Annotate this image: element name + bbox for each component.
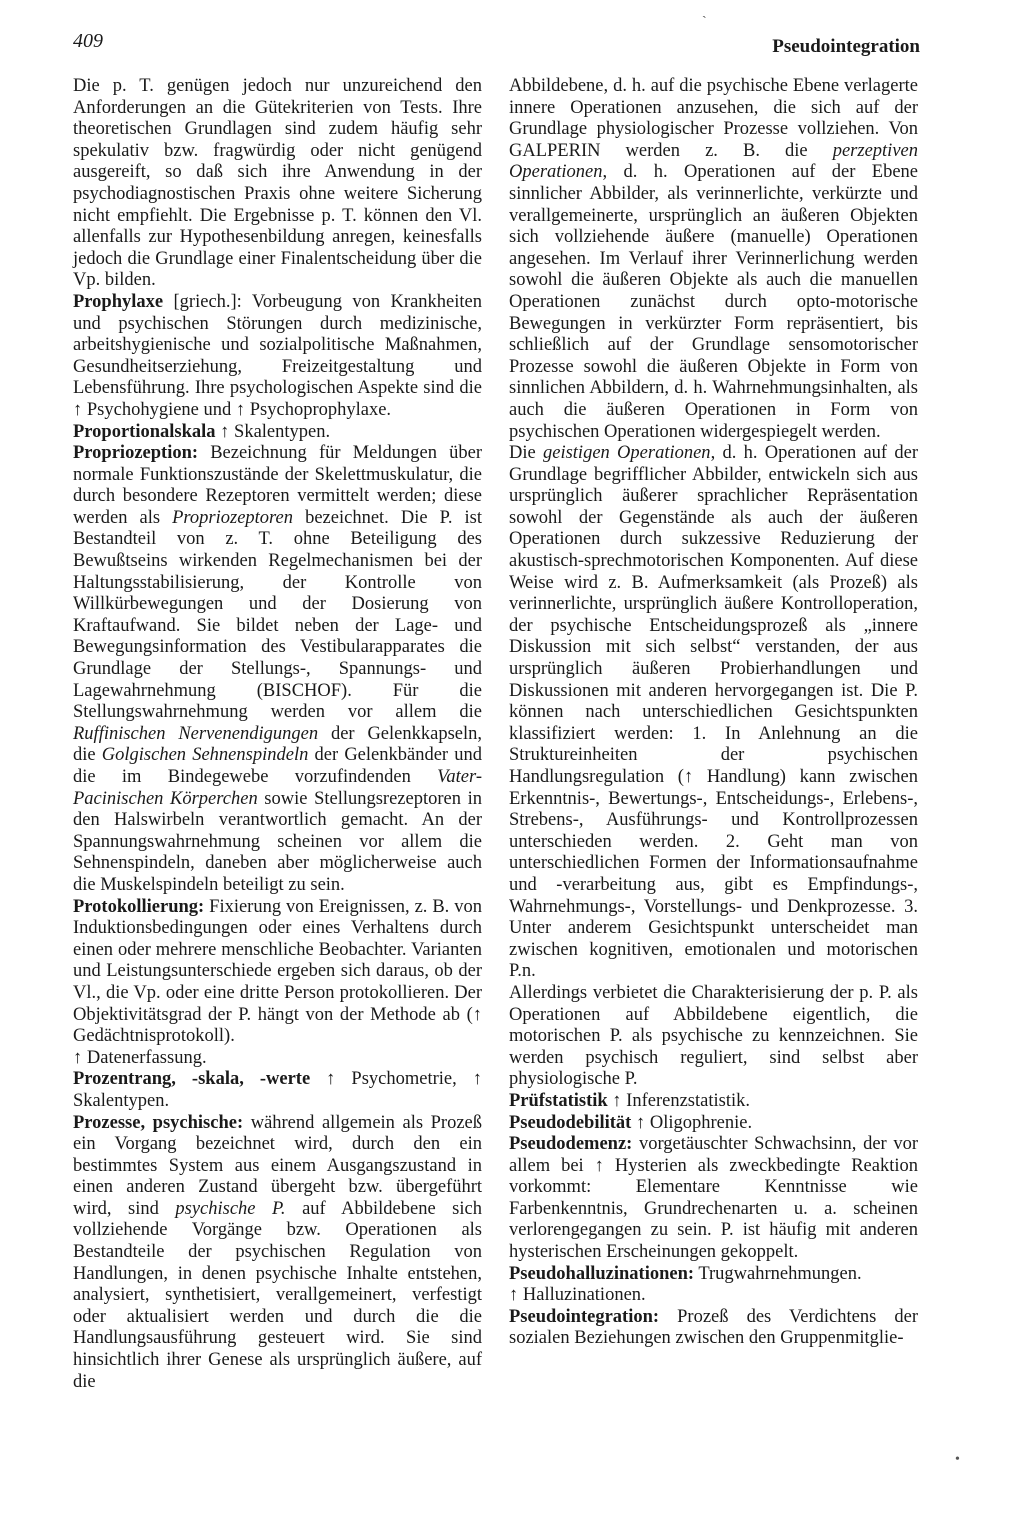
entry-prozesse-psychische <box>73 1113 482 1394</box>
entry-pseudodemenz <box>509 1134 918 1264</box>
italic-term: Propriozeptoren <box>172 507 294 528</box>
entry-text: Bezeichnung für Meldungen über normale Funktionszustände der Skelettmuskulatur, die durch besondere Rezeptoren vermittelt werden; diese werden als <box>73 443 482 528</box>
entry-text: Trugwahrnehmungen. <box>694 1263 862 1284</box>
entry-term: Protokollierung: <box>73 896 205 917</box>
entry-text: Fixierung von Ereignissen, z. B. von Induktionsbedingungen oder eines Verhaltens durch einen oder mehrere menschliche Beobachter. Varianten und Leistungsunterschiede ergeben sich daraus, ob der Vl., die Vp. oder eine dritte Person protokollieren. Der Objektivitätsgrad der P. hängt von der Methode ab (↑ Gedächtnisprotokoll). <box>73 896 482 1047</box>
entry-pseudodebilitaet <box>509 1113 918 1135</box>
entry-term: Pseudointegration: <box>509 1306 660 1327</box>
entry-term: Pseudodebilität <box>509 1112 632 1133</box>
entry-term: Propriozeption: <box>73 443 199 464</box>
paragraph-text: Die <box>509 443 543 464</box>
left-column <box>73 76 482 1393</box>
italic-term: geistigen Operationen <box>542 443 711 464</box>
entry-term: Prüfstatistik <box>509 1090 608 1111</box>
entry-text: ↑ Oligophrenie. <box>631 1112 753 1133</box>
italic-term: Vater-Pacinischen Körperchen <box>73 767 482 809</box>
entry-text: bezeichnet. Die P. ist Bestandteil von z. T. ohne Beteiligung des Bewußtseins wirkenden Regelmechanismen bei der Haltungsstabilisierung, der Kontrolle von Willkürbewegungen und der Dosierung von Kraftaufwand. Sie bildet neben der Lage- und Bewegungsinformation des Vestibularapparates die Grundlage der Stellungs-, Spannungs- und Lagewahrnehmung (BISCHOF). Für die Stellungswahrnehmung werden vor allem die <box>73 507 482 723</box>
entry-text: ↑ Skalentypen. <box>215 421 331 442</box>
paragraph-text: , d. h. Operationen auf der Grundlage begrifflicher Abbilder, entwickeln sich aus ursprünglich äußerer sprachlicher Repräsentation sowohl der Gegenstände als auch der äußeren Operationen durch sukzessive Reduzierung der akustisch-sprechmotorischen Komponenten. Auf diese Weise wird z. B. Aufmerksamkeit (als Prozeß) als verinnerlichte, ursprünglich äußere Kontrolloperation, der psychische Entscheidungsprozeß als „innere Diskussion mit sich selbst“ verstanden, der aus ursprünglich äußeren Probierhandlungen und Diskussionen mit anderen hervorgegangen ist. Die P. können nach unterschiedlichen Gesichtspunkten klassifiziert werden: 1. In Anlehnung an die Struktureinheiten der psychischen Handlungsregulation (↑ Handlung) kann zwischen Erkenntnis-, Bewertungs-, Entscheidungs-, Erlebens-, Strebens-, Ausführungs- und Kontrollprozessen unterschieden werden. 2. Geht man von unterschiedlichen Formen der Informationsaufnahme und -verarbeitung aus, gibt es Empfindungs-, Wahrnehmungs-, Vorstellungs- und Denkprozesse. 3. Unter anderem Gesichtspunkt unterscheidet man zwischen kognitiven, emotionalen und motorischen P.n. <box>509 443 918 982</box>
italic-term: Ruffinischen Nervenendigungen <box>73 723 319 744</box>
cross-reference-text: ↑ Datenerfassung. <box>73 1047 207 1068</box>
entry-protokollierung <box>73 897 482 1048</box>
entry-text: Prozeß des Verdichtens der sozialen Beziehungen zwischen den Gruppenmitglie- <box>509 1306 918 1349</box>
scan-mark: • <box>955 1452 960 1467</box>
page-number: 409 <box>73 30 103 52</box>
paragraph <box>509 983 918 1091</box>
entry-proportionalskala <box>73 422 482 444</box>
paragraph <box>73 76 482 292</box>
entry-pseudohalluzinationen <box>509 1264 918 1286</box>
entry-text: [griech.]: Vorbeugung von Krankheiten und psychischen Störungen durch medizinische, arbeitshygienische und sozialpolitische Maßnahmen, Gesundheitserziehung, Freizeitgestaltung und Lebensführung. Ihre psychologischen Aspekte sind die ↑ Psychohygiene und ↑ Psychoprophylaxe. <box>73 291 482 420</box>
entry-text: während allgemein als Prozeß ein Vorgang bezeichnet wird, durch den ein bestimmtes System aus einem Ausgangszustand in einen anderen Zustand übergeht bzw. übergeführt wird, sind <box>73 1112 482 1219</box>
entry-text: auf Abbildebene sich vollziehende Vorgänge bzw. Operationen als Bestandteile der psychischen Regulation von Handlungen, in denen psychische Inhalte entstehen, analysiert, synthetisiert, verallgemeinert, verfestigt oder aktualisiert werden und durch die die Handlungsausführung gesteuert wird. Sie sind hinsichtlich ihrer Genese als ursprünglich äußere, auf die <box>73 1198 482 1392</box>
italic-term: Golgischen Sehnenspindeln <box>101 745 309 766</box>
entry-pruefstatistik <box>509 1091 918 1113</box>
paragraph-text: Die p. T. genügen jedoch nur unzureichend den Anforderungen an die Gütekriterien von Tests. Ihre theoretischen Grundlagen sind zudem häufig sehr spekulativ bzw. fragwürdig oder nicht genügend ausgereift, so daß sich ihre Anwendung in der psychodiagnostischen Praxis ohne weitere Sicherung nicht empfiehlt. Die Ergebnisse p. T. können den Vl. allenfalls zur Hypothesenbildung anregen, keinesfalls jedoch die Grundlage einer Finalentscheidung über die Vp. bilden. <box>73 76 482 291</box>
entry-prozentrang <box>73 1069 482 1112</box>
entry-text: der Gelenkbänder und die im Bindegewebe vorzufindenden <box>73 745 482 787</box>
scan-mark: ˏ <box>702 4 707 19</box>
cross-reference <box>73 1048 482 1070</box>
paragraph <box>509 76 918 443</box>
entry-term: Prophylaxe <box>73 291 164 312</box>
cross-reference-text: ↑ Halluzinationen. <box>509 1285 646 1306</box>
entry-text: ↑ Psychometrie, ↑ Skalentypen. <box>73 1069 483 1111</box>
right-column <box>509 76 918 1350</box>
entry-term: Prozentrang, -skala, -werte <box>73 1069 311 1090</box>
entry-text: sowie Stellungsrezeptoren in den Halswirbeln verantwortlich gemacht. An der Spannungswahrnehmung scheinen vor allem die Sehnenspindeln, daneben aber möglicherweise auch die Muskelspindeln beteiligt zu sein. <box>73 788 482 895</box>
entry-text: der Gelenkkapseln, die <box>73 723 483 766</box>
paragraph-text: Abbildebene, d. h. auf die psychische Ebene verlagerte innere Operationen anzusehen, die sich auf der Grundlage physiologischer Prozesse vollziehen. Von GALPERIN werden z. B. die <box>509 76 918 161</box>
entry-term: Proportionalskala <box>73 421 216 442</box>
cross-reference <box>509 1285 918 1307</box>
entry-text: ↑ Inferenzstatistik. <box>607 1090 750 1111</box>
entry-propriozeption <box>73 443 482 896</box>
entry-text: vorgetäuschter Schwachsinn, der vor allem bei ↑ Hysterien als zweckbedingte Reaktion vorkommt: Elementare Kenntnisse wie Farbenkenntnis, Grundrechenarten u. a. scheinen verlorengegangen zu sein. P. ist häufig mit anderen hysterischen Erscheinungen gekoppelt. <box>509 1134 918 1263</box>
entry-term: Pseudodemenz: <box>509 1134 633 1155</box>
paragraph <box>509 443 918 983</box>
entry-term: Prozesse, psychische: <box>73 1112 244 1133</box>
entry-prophylaxe <box>73 292 482 422</box>
running-head: Pseudointegration <box>772 36 920 57</box>
italic-term: perzeptiven Operationen <box>509 140 918 183</box>
entry-term: Pseudohalluzinationen: <box>509 1263 695 1284</box>
paragraph-text: Allerdings verbietet die Charakterisierung der p. P. als Operationen auf Abbildebene eigentlich, die motorischen P. als psychische zu kennzeichnen. Sie werden psychisch reguliert, sind selbst aber physiologische P. <box>509 982 918 1090</box>
italic-term: psychische P. <box>175 1198 286 1219</box>
paragraph-text: , d. h. Operationen auf der Ebene sinnlicher Abbilder, als verinnerlichte, verkürzte und verallgemeinerte, ursprünglich an äußeren Objekten sich vollziehende äußere (manuelle) Operationen angesehen. Im Verlauf ihrer Verinnerlichung werden sowohl die äußeren Objekte als auch die manuellen Operationen zunächst durch opto-motorische Bewegungen in verkürzter Form repräsentiert, bis schließlich auf der Grundlage sensomotorischer Prozesse sowohl die äußeren Objekte in Form von sinnlichen Abbildern, d. h. Wahrnehmungsinhalten, als auch die äußeren Operationen in Form von psychischen Operationen widergespiegelt werden. <box>509 162 918 442</box>
entry-pseudointegration <box>509 1307 918 1350</box>
